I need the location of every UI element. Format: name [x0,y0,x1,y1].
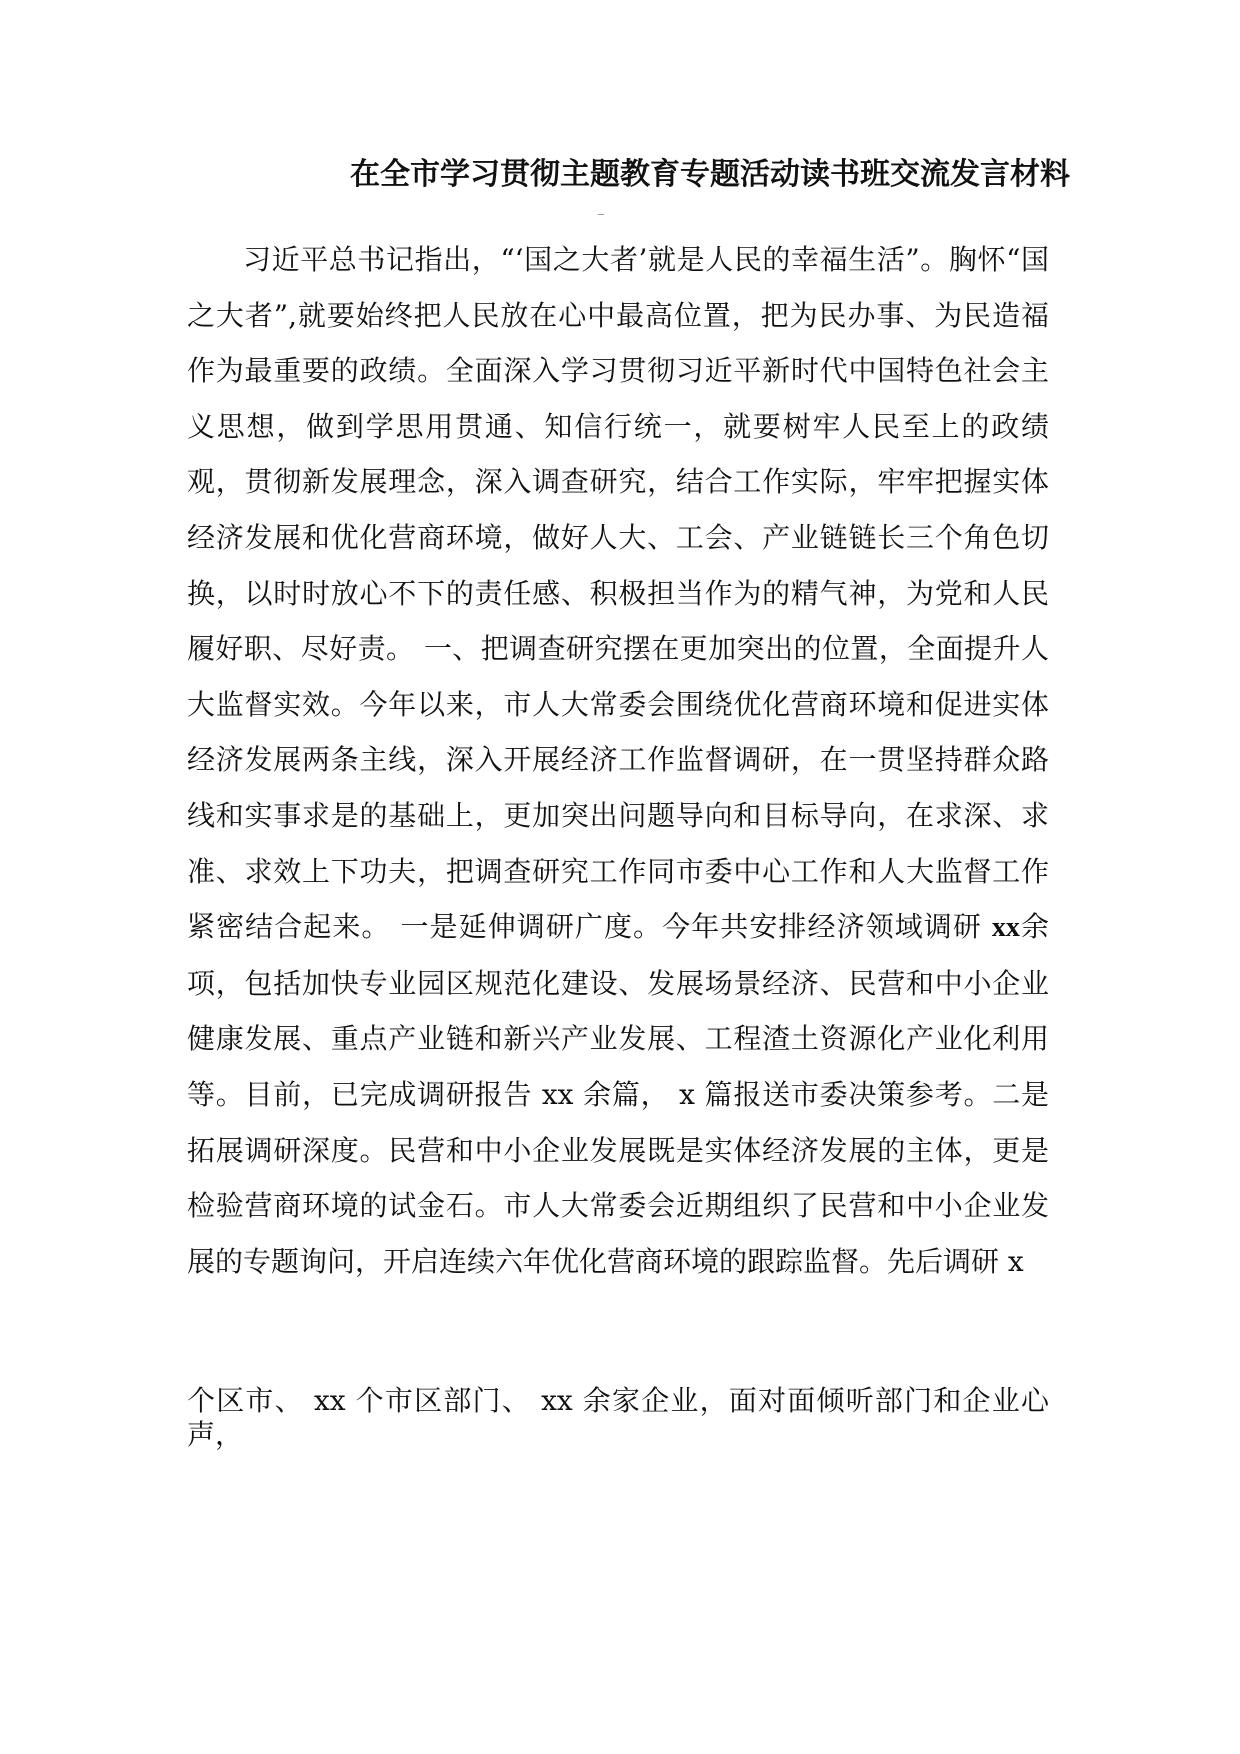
tail-paragraph: 个区市、 xx 个市区部门、 xx 余家企业，面对面倾听部门和企业心声， [187,1384,1049,1451]
title-underline-mark [598,214,604,215]
main-paragraph [187,232,1049,1289]
document-title: 在全市学习贯彻主题教育专题活动读书班交流发言材料 [350,157,1070,192]
main-paragraph-text-2: 余项，包括加快专业园区规范化建设、发展场景经济、民营和中小企业健康发展、重点产业链和新兴产业发展、工程渣土资源化产业化利用等。目前，已完成调研报告 xx 余篇， x 篇报送市委决策参考。二是 拓展调研深度。民营和中小企业发展既是实体经济发展的主体，更是 检验营商环境的试金石。市人大常委会近期组织了民营和中小企业发 展的专题询问，开启连续六年优化营商环境的跟踪监督。先后调研 x [187,910,1049,1278]
main-paragraph-text-1: 习近平总书记指出，“‘国之大者’就是人民的幸福生活”。胸怀“国之大者”,就要始终把人民放在心中最高位置，把为民办事、为民造福作为最重要的政绩。全面深入学习贯彻习近平新时代中国特色社会主义思想，做到学思用贯通、知信行统一，就要树牢人民至上的政绩观，贯彻新发展理念，深入调查研究，结合工作实际，牢牢把握实体经济发展和优化营商环境，做好人大、工会、产业链链长三个角色切换，以时时放心不下的责任感、积极担当作为的精气神，为党和人民履好职、尽好责。 一、把调查研究摆在更加突出的位置，全面提升人大监督实效。今年以来，市人大常委会围绕优化营商环境和促进实体经济发展两条主线，深入开展经济工作监督调研，在一贯坚持群众路线和实事求是的基础上，更加突出问题导向和目标导向，在求深、求准、求效上下功夫，把调查研究工作同市委中心工作和人大监督工作紧密结合起来。 一是延伸调研广度。今年共安排经济领域调研 [187,243,1049,944]
bold-count: xx [991,912,1020,944]
